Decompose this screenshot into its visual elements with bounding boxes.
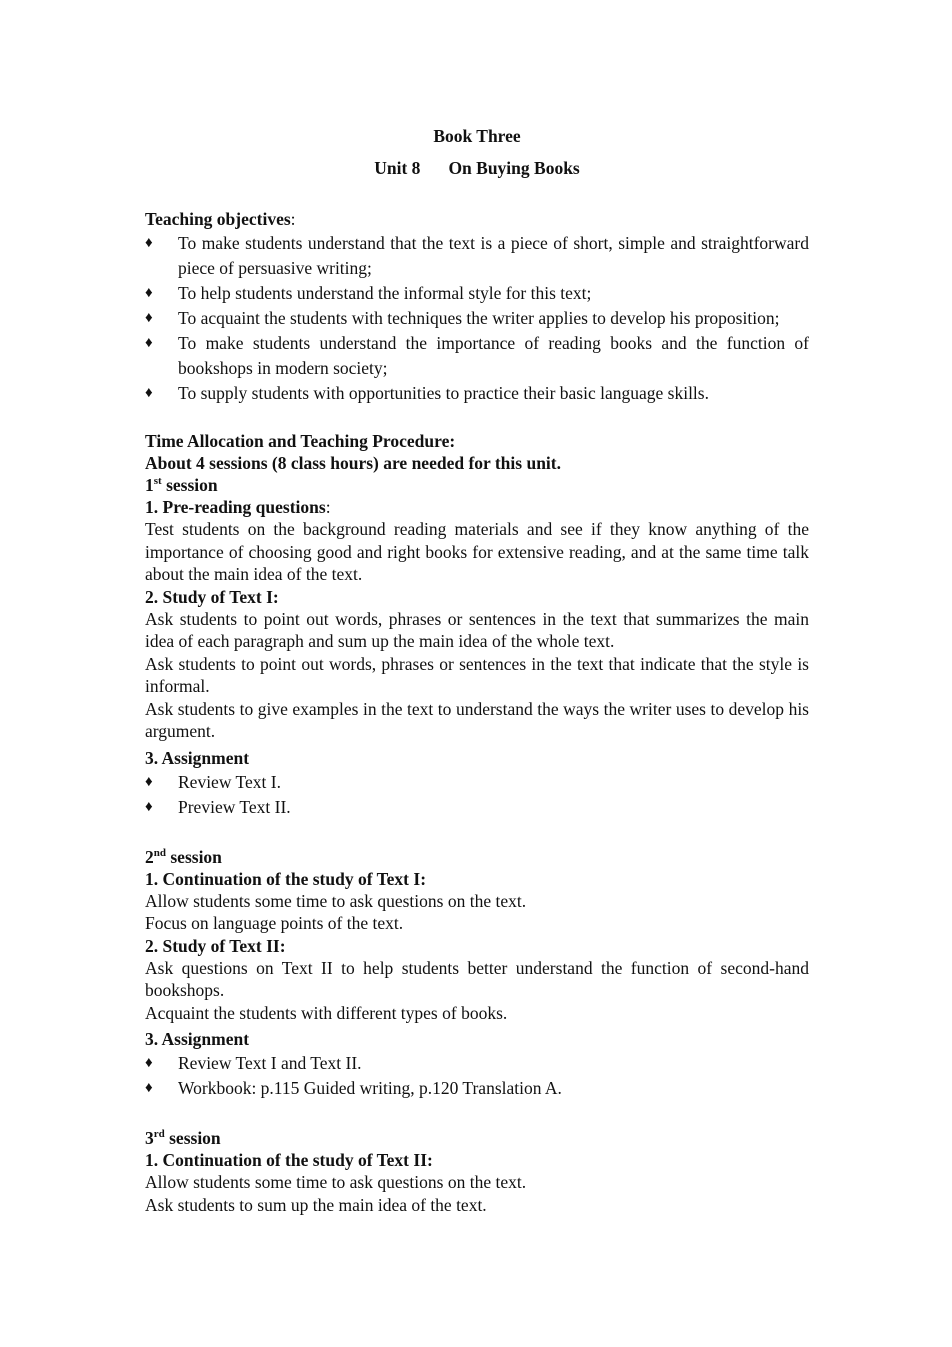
list-item: ♦ Workbook: p.115 Guided writing, p.120 Translation A. [145, 1076, 809, 1101]
diamond-bullet-icon: ♦ [145, 285, 153, 301]
diamond-bullet-icon: ♦ [145, 1080, 153, 1096]
diamond-bullet-icon: ♦ [145, 1055, 153, 1071]
list-item: ♦ Review Text I. [145, 770, 809, 795]
unit-title [145, 156, 809, 180]
book-title: Book Three [433, 126, 521, 146]
session-1-heading: 1st session [145, 475, 218, 495]
list-item: ♦ To acquaint the students with techniques the writer applies to develop his proposition; [145, 306, 809, 331]
continuation-heading: 1. Continuation of the study of Text I: [145, 868, 427, 889]
objectives-heading: Teaching objectives: [145, 209, 296, 229]
session-3-heading: 3rd session [145, 1128, 221, 1148]
diamond-bullet-icon: ♦ [145, 335, 153, 351]
diamond-bullet-icon: ♦ [145, 773, 153, 790]
study-item: Ask students to give examples in the text to understand the ways the writer uses to develop his argument. [145, 698, 809, 741]
diamond-bullet-icon: ♦ [145, 385, 153, 401]
list-item: ♦ To supply students with opportunities to practice their basic language skills. [145, 381, 809, 406]
unit-number: Unit 8 [374, 158, 421, 178]
list-item: ♦ To make students understand the importance of reading books and the function of bookshops in modern society; [145, 333, 809, 378]
study-text-2-heading: 2. Study of Text II: [145, 935, 286, 956]
list-item: ♦ To make students understand that the text is a piece of short, simple and straightforward piece of persuasive writing; [145, 233, 809, 278]
diamond-bullet-icon: ♦ [145, 798, 153, 815]
diamond-bullet-icon: ♦ [145, 235, 153, 251]
assignment-heading: 3. Assignment [145, 747, 250, 768]
assignment-list [145, 1051, 809, 1101]
continuation-item: Ask students to sum up the main idea of the text. [145, 1194, 487, 1215]
prereading-text: Test students on the background reading materials and see if they know anything of the importance of choosing good and right books for extensive reading, and at the same time talk about the main idea of the text. [145, 519, 809, 584]
document-body [145, 124, 809, 1216]
allocation-summary: About 4 sessions (8 class hours) are needed for this unit. [145, 453, 561, 473]
unit-name: On Buying Books [448, 158, 580, 178]
assignment-heading: 3. Assignment [145, 1029, 250, 1049]
objectives-list [145, 231, 809, 406]
continuation-heading: 1. Continuation of the study of Text II: [145, 1150, 433, 1170]
continuation-item: Allow students some time to ask questions on the text. [145, 890, 527, 911]
prereading-heading: 1. Pre-reading questions: [145, 497, 331, 517]
study-item: Ask students to point out words, phrases or sentences in the text that indicate that the style is informal. [145, 653, 809, 696]
list-item: ♦ Preview Text II. [145, 795, 809, 820]
diamond-bullet-icon: ♦ [145, 310, 153, 326]
allocation-heading: Time Allocation and Teaching Procedure: [145, 431, 456, 451]
study-item: Ask students to point out words, phrases or sentences in the text that summarizes the main idea of each paragraph and sum up the main idea of the whole text. [145, 608, 809, 651]
study-item: Acquaint the students with different types of books. [145, 1002, 508, 1023]
assignment-list [145, 770, 809, 820]
continuation-item: Focus on language points of the text. [145, 913, 404, 933]
session-2-heading: 2nd session [145, 846, 222, 867]
continuation-item: Allow students some time to ask questions on the text. [145, 1172, 527, 1192]
study-text-1-heading: 2. Study of Text I: [145, 586, 279, 607]
study-item: Ask questions on Text II to help students better understand the function of second-hand bookshops. [145, 957, 809, 1000]
list-item: ♦ To help students understand the informal style for this text; [145, 281, 809, 306]
list-item: ♦ Review Text I and Text II. [145, 1051, 809, 1076]
